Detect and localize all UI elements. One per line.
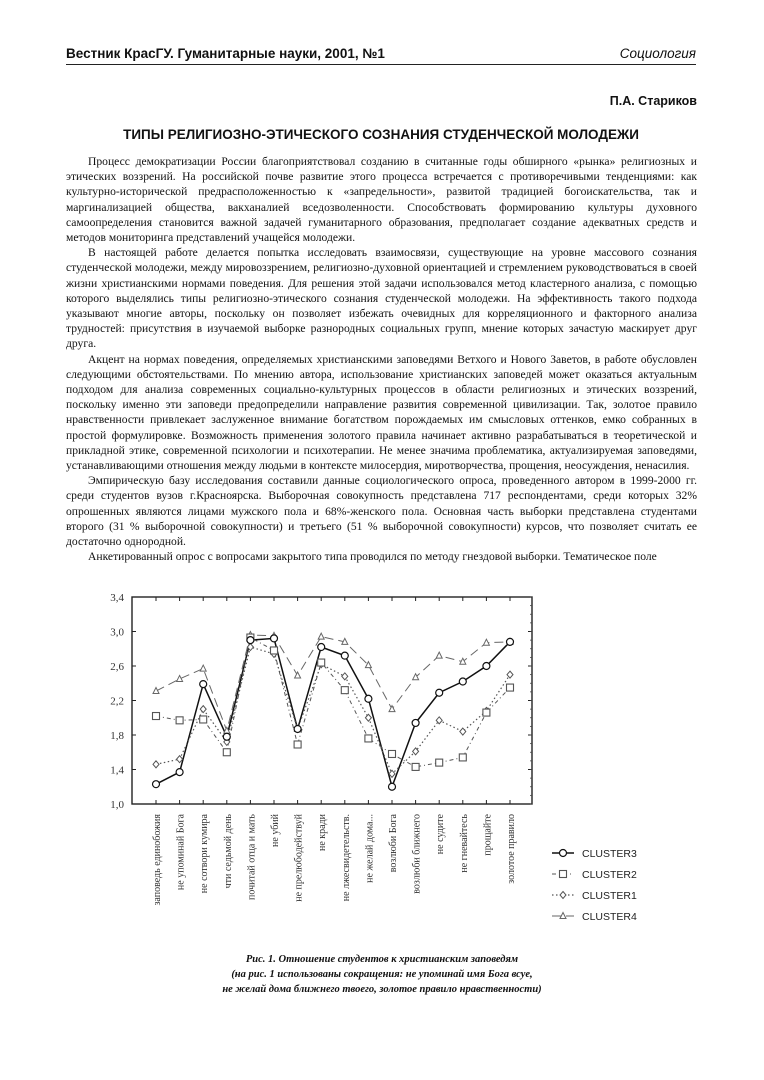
- legend-label: CLUSTER4: [582, 911, 637, 923]
- y-tick-label: 1,0: [110, 799, 124, 811]
- legend-label: CLUSTER2: [582, 869, 637, 881]
- x-tick-label: прощайте: [482, 814, 494, 856]
- series-line: [156, 638, 510, 767]
- x-tick-label: не желай дома...: [364, 814, 376, 883]
- plot-frame: [132, 597, 532, 804]
- x-tick-label: почитай отца и мать: [246, 814, 258, 901]
- y-tick-label: 2,2: [110, 695, 124, 708]
- series-line: [156, 647, 510, 774]
- paragraph: Акцент на нормах поведения, определяемых христианскими заповедями Ветхого и Нового Заветов, в работе обусловлен следующими обстоятельствами. По мнению автора, использование христианских заповедей может оказаться актуальным подходом для анализа современных социально-культурных процессов в области религиозных и этических воззрений, поскольку именно эти заповеди предопределили направление развития современной цивилизации. Так, золотое правило нравственности привлекает заслуженное внимание богатством порождаемых им смысловых оттенков, емко собранных в простой формулировке. Возможность применения золотого правила начинает активно разрабатываться в теоретической и прикладной этике, современной психологии и психотерапии. Не менее значима проблематика, актуализируемая заповедями, устанавливающими отношения между людьми в контексте милосердия, миротворчества, прощения, неосуждения, ненасилия.: [66, 352, 697, 473]
- y-tick-label: 1,4: [110, 764, 124, 777]
- x-tick-label: не лжесвидетельств.: [340, 814, 352, 902]
- series-line: [156, 638, 510, 786]
- author-name: П.А. Стариков: [609, 94, 697, 108]
- x-tick-label: не упоминай Бога: [175, 814, 187, 891]
- x-tick-label: возлюби ближнего: [411, 814, 423, 894]
- x-tick-label: не сотвори кумира: [199, 814, 211, 894]
- running-header: [66, 44, 696, 65]
- y-tick-label: 3,0: [110, 626, 124, 639]
- x-tick-label: возлюби Бога: [388, 814, 399, 873]
- legend-label: CLUSTER3: [582, 848, 637, 860]
- journal-title: Вестник КрасГУ. Гуманитарные науки, 2001, №1: [66, 46, 385, 61]
- x-tick-label: заповедь единобожия: [152, 814, 163, 906]
- caption-line: Рис. 1. Отношение студентов к христианским заповедям: [245, 954, 519, 965]
- article-title: ТИПЫ РЕЛИГИОЗНО-ЭТИЧЕСКОГО СОЗНАНИЯ СТУДЕНЧЕСКОЙ МОЛОДЕЖИ: [123, 127, 639, 142]
- article-body: [66, 154, 697, 564]
- caption-line: (на рис. 1 использованы сокращения: не упоминай имя Бога всуе,: [231, 969, 533, 980]
- y-tick-label: 1,8: [110, 730, 124, 742]
- paragraph: Эмпирическую базу исследования составили данные социологического опроса, проведенного автором в 1999-2000 гг. среди студентов вузов г.Красноярска. Выборочная совокупность представлена 717 респондентами, среди которых 32% опрошенных являются лицами мужского пола и 68%-женского пола. Основная часть выборки представлена студентами второго (31 % выборочной совокупности) и третьего (51 % выборочной совокупности) курсов, что позволяет считать ее достаточно однородной.: [66, 474, 697, 549]
- x-tick-label: не прелюбодействуй: [293, 814, 305, 902]
- paragraph: Процесс демократизации России благоприятствовал созданию в считанные годы обширного «рынка» религиозных и этических воззрений. На российской почве развитие этого процесса встречается с противоречивыми тенденциями: как культурно-исторической предрасположенностью к «запредельности», развитой традицией богоискательства, так и маргинализацией общества, вакханалией вседозволенности. Способствовать формированию культуры духовного самоопределения становится важной задачей гуманитарного образования, предполагает создание адекватных средств и методов мониторинга представлений учащейся молодежи.: [66, 155, 697, 245]
- legend-label: CLUSTER1: [582, 890, 637, 902]
- paragraph: В настоящей работе делается попытка исследовать взаимосвязи, существующие на уровне массового сознания студенческой молодежи, между мировоззрением, религиозно-духовной ориентацией и стремлением руководствоваться в своей жизни христианскими нормами поведения. Для решения этой задачи использовался метод кластерного анализа, с помощью которого выделялись типы религиозно-этического сознания студенческой молодежи. На эффективность такого подхода указывают многие авторы, поскольку он позволяет избежать очевидных для корреляционного и факторного анализа трудностей: присутствия в изучаемой выборке разнородных социальных групп, мнение которых зачастую маскирует друг друга.: [66, 246, 697, 351]
- figure-chart: [0, 585, 764, 945]
- x-tick-label: не кради: [317, 814, 329, 852]
- line-chart: [0, 585, 764, 945]
- paragraph: Анкетированный опрос с вопросами закрытого типа проводился по методу гнездовой выборки. Тематическое поле: [88, 550, 657, 564]
- caption-line: не желай дома ближнего твоего, золотое правило нравственности): [222, 984, 542, 995]
- x-tick-label: золотое правило: [506, 814, 517, 884]
- y-tick-label: 3,4: [110, 592, 124, 604]
- y-tick-label: 2,6: [110, 661, 124, 673]
- x-tick-label: не судите: [435, 814, 447, 855]
- section-name: Социология: [619, 46, 696, 61]
- x-tick-label: не убий: [270, 814, 281, 847]
- x-tick-label: чти седьмой день: [222, 814, 234, 889]
- figure-caption: [100, 952, 664, 997]
- x-tick-label: не гневайтесь: [458, 814, 470, 873]
